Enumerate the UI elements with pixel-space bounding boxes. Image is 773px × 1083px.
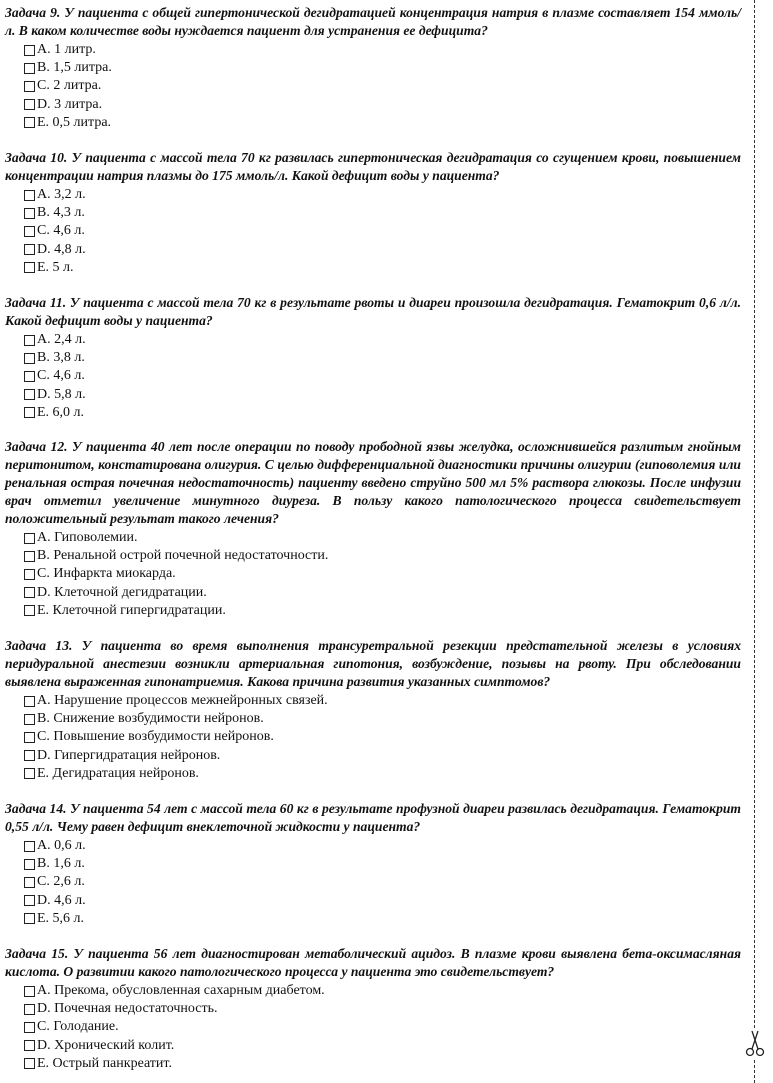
answer-option[interactable] [5,565,741,583]
answer-option[interactable] [5,96,741,114]
answer-option[interactable] [5,1000,741,1018]
answer-option[interactable] [5,241,741,259]
answer-option[interactable] [5,584,741,602]
task-question: Задача 15. У пациента 56 лет диагностирован метаболический ацидоз. В плазме крови выявлена бета-оксимасляная кислота. О развитии какого патологического процесса у пациента это свидетельствует? [5,946,741,979]
answer-option-label: A. 2,4 л. [37,332,86,347]
answer-options [5,529,741,620]
answer-option[interactable] [5,77,741,95]
checkbox-icon[interactable] [24,569,35,580]
checkbox-icon[interactable] [24,859,35,870]
task-question: Задача 12. У пациента 40 лет после операции по поводу прободной язвы желудка, осложнившейся разлитым гнойным перитонитом, констатирована олигурия. С целью дифференциальной диагностики причины олигурии (гиповолемия или ренальная острая почечная недостаточность) пациенту введено струйно 500 мл 5% раствора глюкозы. После инфузии врач отметил увеличение минутного диуреза. В пользу какого патологического процесса свидетельствует положительный результат такого лечения? [5,439,741,526]
task-block [5,294,741,422]
answer-option-label: D. 4,8 л. [37,241,86,257]
answer-option-label: D. Клеточной дегидратации. [37,584,207,600]
answer-options [5,41,741,132]
checkbox-icon[interactable] [24,45,35,56]
checkbox-icon[interactable] [24,696,35,707]
answer-option[interactable] [5,114,741,132]
answer-option-label: B. 3,8 л. [37,350,85,366]
checkbox-icon[interactable] [24,913,35,924]
answer-option-label: D. 3 литра. [37,96,103,112]
answer-option[interactable] [5,873,741,891]
task-block [5,945,741,1073]
answer-option-label: E. 5,6 л. [37,910,85,926]
answer-option[interactable] [5,529,741,547]
checkbox-icon[interactable] [24,208,35,219]
checkbox-icon[interactable] [24,371,35,382]
task-question: Задача 14. У пациента 54 лет с массой тела 60 кг в результате профузной диареи развилась дегидратация. Гематокрит 0,55 л/л. Чему равен дефицит внеклеточной жидкости у пациента? [5,801,741,834]
checkbox-icon[interactable] [24,262,35,273]
checkbox-icon[interactable] [24,99,35,110]
answer-option[interactable] [5,982,741,1000]
answer-option-label: A. 3,2 л. [37,187,86,202]
answer-option-label: C. 2,6 л. [37,874,85,890]
checkbox-icon[interactable] [24,226,35,237]
checkbox-icon[interactable] [24,117,35,128]
answer-option[interactable] [5,367,741,385]
checkbox-icon[interactable] [24,895,35,906]
scissors-icon [744,1028,766,1058]
answer-option[interactable] [5,404,741,422]
answer-option[interactable] [5,259,741,277]
task-block [5,4,741,132]
checkbox-icon[interactable] [24,768,35,779]
answer-option[interactable] [5,855,741,873]
answer-option[interactable] [5,602,741,620]
answer-option[interactable] [5,710,741,728]
answer-option-label: A. Нарушение процессов межнейронных связей. [37,693,328,708]
answer-option-label: E. 0,5 литра. [37,114,112,130]
answer-options [5,837,741,928]
task-block [5,800,741,928]
checkbox-icon[interactable] [24,244,35,255]
checkbox-icon[interactable] [24,335,35,346]
checkbox-icon[interactable] [24,533,35,544]
cut-line [754,0,755,1083]
answer-option[interactable] [5,692,741,710]
task-block [5,637,741,783]
answer-options [5,982,741,1073]
answer-option-label: C. 4,6 л. [37,223,85,239]
answer-option-label: B. Снижение возбудимости нейронов. [37,711,264,727]
task-question: Задача 13. У пациента во время выполнения трансуретральной резекции предстательной железы в условиях перидуральной анестезии возникли артериальная гипотония, возбуждение, позывы на рвоту. При обследовании выявлена выраженная гипонатриемия. Какова причина развития указанных симптомов? [5,638,741,689]
answer-option-label: B. Ренальной острой почечной недостаточности. [37,548,329,564]
answer-option[interactable] [5,386,741,404]
task-question: Задача 11. У пациента с массой тела 70 кг в результате рвоты и диареи произошла дегидратация. Гематокрит 0,6 л/л. Какой дефицит воды у пациента? [5,295,741,328]
checkbox-icon[interactable] [24,605,35,616]
answer-option[interactable] [5,892,741,910]
answer-option[interactable] [5,204,741,222]
answer-option-label: A. Прекома, обусловленная сахарным диабетом. [37,983,325,998]
answer-option[interactable] [5,331,741,349]
checkbox-icon[interactable] [24,353,35,364]
answer-options [5,186,741,277]
checkbox-icon[interactable] [24,732,35,743]
answer-option-label: D. 4,6 л. [37,892,86,908]
answer-option-label: D. Хронический колит. [37,1037,175,1053]
answer-option[interactable] [5,59,741,77]
answer-option-label: E. 5 л. [37,259,74,275]
answer-option-label: B. 1,6 л. [37,856,85,872]
checkbox-icon[interactable] [24,81,35,92]
checkbox-icon[interactable] [24,407,35,418]
checkbox-icon[interactable] [24,877,35,888]
answer-option-label: D. Почечная недостаточность. [37,1001,218,1017]
checkbox-icon[interactable] [24,1004,35,1015]
answer-option[interactable] [5,186,741,204]
checkbox-icon[interactable] [24,190,35,201]
answer-option-label: A. Гиповолемии. [37,530,138,545]
checkbox-icon[interactable] [24,750,35,761]
answer-option-label: E. Дегидратация нейронов. [37,765,199,781]
task-block [5,438,741,620]
answer-option[interactable] [5,728,741,746]
checkbox-icon[interactable] [24,389,35,400]
answer-option[interactable] [5,349,741,367]
answer-option-label: B. 1,5 литра. [37,60,112,76]
answer-option[interactable] [5,837,741,855]
task-block [5,149,741,277]
checkbox-icon[interactable] [24,1022,35,1033]
answer-option-label: B. 4,3 л. [37,205,85,221]
checkbox-icon[interactable] [24,714,35,725]
answer-option[interactable] [5,1037,741,1055]
answer-option-label: C. Голодание. [37,1019,119,1035]
task-question: Задача 10. У пациента с массой тела 70 кг развилась гипертоническая дегидратация со сгущением крови, повышением концентрации натрия плазмы до 175 ммоль/л. Какой дефицит воды у пациента? [5,150,741,183]
answer-option-label: A. 0,6 л. [37,838,86,853]
answer-option[interactable] [5,41,741,59]
task-question: Задача 9. У пациента с общей гипертонической дегидратацией концентрация натрия в плазме составляет 154 ммоль/л. В каком количестве воды нуждается пациент для устранения ее дефицита? [5,5,741,38]
answer-option[interactable] [5,747,741,765]
answer-options [5,692,741,783]
answer-option-label: E. Клеточной гипергидратации. [37,602,226,618]
answer-options [5,331,741,422]
checkbox-icon[interactable] [24,1058,35,1069]
answer-option[interactable] [5,547,741,565]
answer-option-label: C. 2 литра. [37,78,102,94]
answer-option-label: E. Острый панкреатит. [37,1055,172,1071]
answer-option[interactable] [5,910,741,928]
answer-option-label: D. Гипергидратация нейронов. [37,747,221,763]
answer-option-label: C. Инфаркта миокарда. [37,566,176,582]
answer-option-label: C. 4,6 л. [37,368,85,384]
answer-option-label: D. 5,8 л. [37,386,86,402]
checkbox-icon[interactable] [24,986,35,997]
answer-option[interactable] [5,1055,741,1073]
checkbox-icon[interactable] [24,587,35,598]
answer-option[interactable] [5,765,741,783]
checkbox-icon[interactable] [24,551,35,562]
checkbox-icon[interactable] [24,1040,35,1051]
answer-option-label: C. Повышение возбудимости нейронов. [37,729,274,745]
checkbox-icon[interactable] [24,841,35,852]
checkbox-icon[interactable] [24,63,35,74]
answer-option-label: E. 6,0 л. [37,404,85,420]
answer-option-label: A. 1 литр. [37,42,96,57]
answer-option[interactable] [5,1018,741,1036]
answer-option[interactable] [5,222,741,240]
